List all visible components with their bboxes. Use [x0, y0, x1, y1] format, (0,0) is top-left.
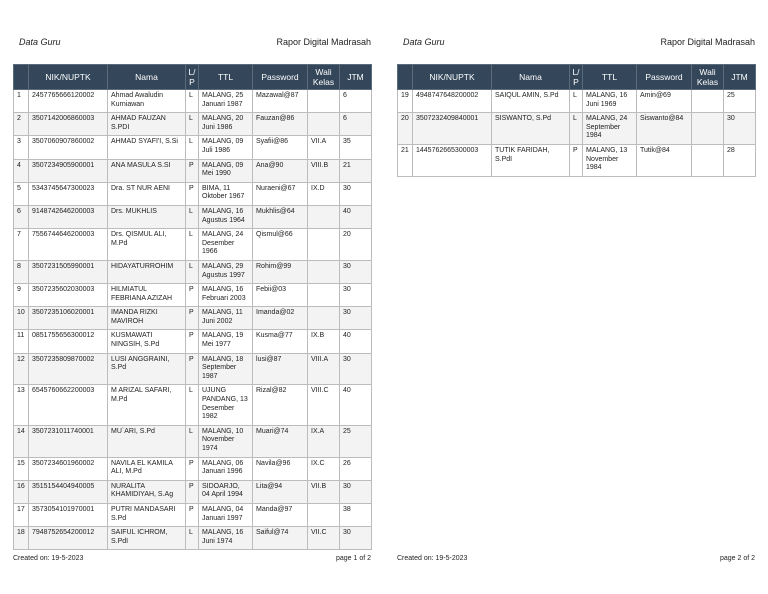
- col-jtm-cell: 28: [724, 144, 756, 176]
- col-password-cell: Imanda@02: [253, 307, 308, 330]
- col-password-cell: Siswanto@84: [637, 113, 692, 145]
- col-nik-cell: 0851755656300012: [29, 330, 108, 353]
- table-row: [14, 260, 372, 283]
- table-body: [398, 90, 756, 177]
- col-jtm-cell: 40: [340, 330, 372, 353]
- col-nama-cell: M ARIZAL SAFARI, M.Pd: [108, 385, 186, 425]
- col-no-cell: 15: [14, 457, 29, 480]
- col-lp-cell: P: [186, 284, 199, 307]
- col-no-cell: 13: [14, 385, 29, 425]
- col-password-cell: lusi@87: [253, 353, 308, 385]
- col-jtm-cell: 40: [340, 385, 372, 425]
- table-row: [14, 480, 372, 503]
- col-ttl-cell: MALANG, 29 Agustus 1997: [199, 260, 253, 283]
- col-nik-cell: 3507142006860003: [29, 113, 108, 136]
- header-cell-nik: NIK/NUPTK: [29, 65, 108, 90]
- col-wali-kelas-cell: IX.C: [308, 457, 340, 480]
- page-header-left: Data Guru: [403, 37, 445, 47]
- col-nik-cell: 3507235602030003: [29, 284, 108, 307]
- col-ttl-cell: SIDOARJO, 04 April 1994: [199, 480, 253, 503]
- col-nama-cell: PUTRI MANDASARI S.Pd: [108, 503, 186, 526]
- col-password-cell: Manda@97: [253, 503, 308, 526]
- col-no-cell: 1: [14, 90, 29, 113]
- col-nama-cell: NURALITA KHAMIDIYAH, S.Ag: [108, 480, 186, 503]
- header-cell-no: [398, 65, 413, 90]
- col-nik-cell: 7556744646200003: [29, 229, 108, 261]
- col-ttl-cell: MALANG, 04 Januari 1997: [199, 503, 253, 526]
- header-cell-lp: L/ P: [186, 65, 199, 90]
- table-row: [14, 136, 372, 159]
- col-ttl-cell: MALANG, 11 Juni 2002: [199, 307, 253, 330]
- col-wali-kelas-cell: VIII.A: [308, 353, 340, 385]
- col-nik-cell: 3515154404940005: [29, 480, 108, 503]
- col-lp-cell: L: [186, 527, 199, 550]
- table-header-row: [14, 65, 372, 90]
- col-password-cell: Syafii@86: [253, 136, 308, 159]
- col-lp-cell: L: [186, 136, 199, 159]
- col-jtm-cell: 26: [340, 457, 372, 480]
- table-row: [14, 90, 372, 113]
- col-ttl-cell: MALANG, 18 September 1987: [199, 353, 253, 385]
- col-no-cell: 6: [14, 205, 29, 228]
- col-jtm-cell: 30: [340, 284, 372, 307]
- table-header-row: [398, 65, 756, 90]
- col-password-cell: Febii@03: [253, 284, 308, 307]
- table-row: [14, 284, 372, 307]
- col-wali-kelas-cell: [692, 90, 724, 113]
- col-wali-kelas-cell: [308, 284, 340, 307]
- guru-table: [397, 64, 756, 177]
- col-ttl-cell: MALANG, 10 November 1974: [199, 425, 253, 457]
- col-nama-cell: KUSMAWATI NINGSIH, S.Pd: [108, 330, 186, 353]
- col-wali-kelas-cell: [692, 144, 724, 176]
- col-no-cell: 10: [14, 307, 29, 330]
- col-nik-cell: 3507235106020001: [29, 307, 108, 330]
- col-no-cell: 4: [14, 159, 29, 182]
- col-no-cell: 3: [14, 136, 29, 159]
- col-nik-cell: 3507235809870002: [29, 353, 108, 385]
- col-lp-cell: P: [570, 144, 583, 176]
- col-ttl-cell: BIMA, 11 Oktober 1967: [199, 182, 253, 205]
- col-ttl-cell: MALANG, 16 Juni 1969: [583, 90, 637, 113]
- page-number: page 1 of 2: [335, 555, 371, 562]
- col-jtm-cell: 30: [340, 260, 372, 283]
- col-wali-kelas-cell: [308, 205, 340, 228]
- col-ttl-cell: UJUNG PANDANG, 13 Desember 1982: [199, 385, 253, 425]
- col-no-cell: 14: [14, 425, 29, 457]
- col-nama-cell: IMANDA RIZKI MAVIROH: [108, 307, 186, 330]
- col-no-cell: 2: [14, 113, 29, 136]
- col-jtm-cell: 20: [340, 229, 372, 261]
- col-nik-cell: 5343745647300023: [29, 182, 108, 205]
- col-jtm-cell: 30: [340, 480, 372, 503]
- col-password-cell: Amin@69: [637, 90, 692, 113]
- col-wali-kelas-cell: IX.D: [308, 182, 340, 205]
- col-ttl-cell: MALANG, 24 September 1984: [583, 113, 637, 145]
- col-no-cell: 9: [14, 284, 29, 307]
- page-number: page 2 of 2: [719, 555, 755, 562]
- col-no-cell: 17: [14, 503, 29, 526]
- col-nik-cell: 9148742646200003: [29, 205, 108, 228]
- col-nama-cell: Drs. MUKHLIS: [108, 205, 186, 228]
- col-nama-cell: HIDAYATURROHIM: [108, 260, 186, 283]
- col-nik-cell: 3507234601960002: [29, 457, 108, 480]
- header-cell-wali-kelas: Wali Kelas: [692, 65, 724, 90]
- col-nik-cell: 3573054101970001: [29, 503, 108, 526]
- col-password-cell: Mukhlis@64: [253, 205, 308, 228]
- table-row: [14, 425, 372, 457]
- col-ttl-cell: MALANG, 16 Agustus 1964: [199, 205, 253, 228]
- table-row: [14, 353, 372, 385]
- col-no-cell: 21: [398, 144, 413, 176]
- col-nama-cell: SAIQUL AMIN, S.Pd: [492, 90, 570, 113]
- header-cell-ttl: TTL: [583, 65, 637, 90]
- table-row: [14, 503, 372, 526]
- table-row: [14, 113, 372, 136]
- col-ttl-cell: MALANG, 09 Mei 1990: [199, 159, 253, 182]
- col-password-cell: Tutik@84: [637, 144, 692, 176]
- table-row: [14, 307, 372, 330]
- col-nama-cell: Dra. ST NUR AENI: [108, 182, 186, 205]
- col-wali-kelas-cell: VIII.B: [308, 159, 340, 182]
- col-nama-cell: TUTIK FARIDAH, S.PdI: [492, 144, 570, 176]
- col-jtm-cell: 30: [724, 113, 756, 145]
- col-nik-cell: 2457765666120002: [29, 90, 108, 113]
- col-no-cell: 7: [14, 229, 29, 261]
- col-nama-cell: Ahmad Awaludin Kurniawan: [108, 90, 186, 113]
- col-password-cell: Ana@90: [253, 159, 308, 182]
- col-lp-cell: L: [186, 113, 199, 136]
- header-cell-password: Password: [637, 65, 692, 90]
- col-no-cell: 11: [14, 330, 29, 353]
- col-lp-cell: P: [186, 159, 199, 182]
- col-ttl-cell: MALANG, 24 Desember 1966: [199, 229, 253, 261]
- col-wali-kelas-cell: VII.C: [308, 527, 340, 550]
- header-cell-nik: NIK/NUPTK: [413, 65, 492, 90]
- col-no-cell: 20: [398, 113, 413, 145]
- col-ttl-cell: MALANG, 16 Februari 2003: [199, 284, 253, 307]
- col-nama-cell: SAIFUL ICHROM, S.PdI: [108, 527, 186, 550]
- col-nik-cell: 3507231505990001: [29, 260, 108, 283]
- col-lp-cell: L: [570, 90, 583, 113]
- col-lp-cell: L: [186, 205, 199, 228]
- table-row: [14, 229, 372, 261]
- col-jtm-cell: 38: [340, 503, 372, 526]
- col-lp-cell: P: [186, 503, 199, 526]
- header-cell-wali-kelas: Wali Kelas: [308, 65, 340, 90]
- col-wali-kelas-cell: IX.B: [308, 330, 340, 353]
- col-lp-cell: P: [186, 353, 199, 385]
- col-lp-cell: P: [186, 480, 199, 503]
- col-jtm-cell: 35: [340, 136, 372, 159]
- col-password-cell: Nuraeni@67: [253, 182, 308, 205]
- col-password-cell: Fauzan@86: [253, 113, 308, 136]
- col-lp-cell: L: [186, 425, 199, 457]
- col-password-cell: Muari@74: [253, 425, 308, 457]
- table-row: [398, 144, 756, 176]
- col-password-cell: Mazawal@87: [253, 90, 308, 113]
- col-jtm-cell: 21: [340, 159, 372, 182]
- col-nik-cell: 3507231011740001: [29, 425, 108, 457]
- col-nama-cell: Drs. QISMUL ALI, M.Pd: [108, 229, 186, 261]
- table-row: [14, 527, 372, 550]
- created-on-label: Created on: 19-5-2023: [397, 555, 468, 562]
- created-on-label: Created on: 19-5-2023: [13, 555, 84, 562]
- col-lp-cell: L: [186, 385, 199, 425]
- col-nama-cell: LUSI ANGGRAINI, S.Pd: [108, 353, 186, 385]
- col-wali-kelas-cell: [308, 113, 340, 136]
- col-ttl-cell: MALANG, 16 Juni 1974: [199, 527, 253, 550]
- col-wali-kelas-cell: [692, 113, 724, 145]
- col-jtm-cell: 6: [340, 113, 372, 136]
- table-row: [14, 457, 372, 480]
- col-lp-cell: L: [570, 113, 583, 145]
- col-nik-cell: 7948752654200012: [29, 527, 108, 550]
- col-nik-cell: 3507060907860002: [29, 136, 108, 159]
- col-lp-cell: P: [186, 182, 199, 205]
- col-lp-cell: P: [186, 330, 199, 353]
- col-wali-kelas-cell: IX.A: [308, 425, 340, 457]
- col-jtm-cell: 40: [340, 205, 372, 228]
- col-wali-kelas-cell: [308, 260, 340, 283]
- col-password-cell: Rizal@82: [253, 385, 308, 425]
- col-lp-cell: P: [186, 307, 199, 330]
- page-header-right: Rapor Digital Madrasah: [276, 37, 371, 47]
- col-password-cell: Kusma@77: [253, 330, 308, 353]
- col-no-cell: 12: [14, 353, 29, 385]
- col-nama-cell: HILMIATUL FEBRIANA AZIZAH: [108, 284, 186, 307]
- col-jtm-cell: 30: [340, 353, 372, 385]
- col-nama-cell: NAVILA EL KAMILA ALI, M.Pd: [108, 457, 186, 480]
- table-row: [14, 159, 372, 182]
- header-cell-ttl: TTL: [199, 65, 253, 90]
- col-nik-cell: 3507234905900001: [29, 159, 108, 182]
- table-row: [398, 113, 756, 145]
- col-jtm-cell: 25: [724, 90, 756, 113]
- col-no-cell: 19: [398, 90, 413, 113]
- col-wali-kelas-cell: [308, 307, 340, 330]
- col-wali-kelas-cell: VII.B: [308, 480, 340, 503]
- table-body: [14, 90, 372, 550]
- page-header-left: Data Guru: [19, 37, 61, 47]
- col-lp-cell: L: [186, 90, 199, 113]
- col-ttl-cell: MALANG, 25 Januari 1987: [199, 90, 253, 113]
- col-nama-cell: SISWANTO, S.Pd: [492, 113, 570, 145]
- col-ttl-cell: MALANG, 20 Juni 1986: [199, 113, 253, 136]
- header-cell-jtm: JTM: [340, 65, 372, 90]
- col-wali-kelas-cell: [308, 90, 340, 113]
- col-nik-cell: 6545760662200003: [29, 385, 108, 425]
- col-no-cell: 8: [14, 260, 29, 283]
- header-cell-no: [14, 65, 29, 90]
- col-wali-kelas-cell: VII.A: [308, 136, 340, 159]
- col-nama-cell: AHMAD FAUZAN S.PDI: [108, 113, 186, 136]
- col-wali-kelas-cell: VIII.C: [308, 385, 340, 425]
- table-row: [14, 385, 372, 425]
- col-ttl-cell: MALANG, 19 Mei 1977: [199, 330, 253, 353]
- col-nik-cell: 3507232409840001: [413, 113, 492, 145]
- col-jtm-cell: 30: [340, 307, 372, 330]
- col-ttl-cell: MALANG, 13 November 1984: [583, 144, 637, 176]
- header-cell-jtm: JTM: [724, 65, 756, 90]
- header-cell-nama: Nama: [108, 65, 186, 90]
- col-lp-cell: L: [186, 260, 199, 283]
- col-ttl-cell: MALANG, 09 Juli 1986: [199, 136, 253, 159]
- col-password-cell: Rohim@99: [253, 260, 308, 283]
- col-nama-cell: AHMAD SYAFI'I, S.Si: [108, 136, 186, 159]
- table-row: [14, 182, 372, 205]
- table-row: [14, 330, 372, 353]
- col-password-cell: Lita@94: [253, 480, 308, 503]
- page-2: [384, 0, 768, 594]
- col-jtm-cell: 30: [340, 182, 372, 205]
- col-no-cell: 5: [14, 182, 29, 205]
- table-row: [14, 205, 372, 228]
- col-lp-cell: L: [186, 229, 199, 261]
- col-lp-cell: P: [186, 457, 199, 480]
- col-password-cell: Saiful@74: [253, 527, 308, 550]
- col-nik-cell: 4948747648200002: [413, 90, 492, 113]
- guru-table: [13, 64, 372, 550]
- col-wali-kelas-cell: [308, 503, 340, 526]
- col-no-cell: 16: [14, 480, 29, 503]
- header-cell-nama: Nama: [492, 65, 570, 90]
- col-jtm-cell: 25: [340, 425, 372, 457]
- col-jtm-cell: 30: [340, 527, 372, 550]
- col-password-cell: Navila@96: [253, 457, 308, 480]
- col-nama-cell: MU`ARI, S.Pd: [108, 425, 186, 457]
- col-jtm-cell: 6: [340, 90, 372, 113]
- page-header-right: Rapor Digital Madrasah: [660, 37, 755, 47]
- col-nik-cell: 1445762665300003: [413, 144, 492, 176]
- col-nama-cell: ANA MASULA S.SI: [108, 159, 186, 182]
- col-wali-kelas-cell: [308, 229, 340, 261]
- header-cell-password: Password: [253, 65, 308, 90]
- col-password-cell: Qismul@66: [253, 229, 308, 261]
- col-no-cell: 18: [14, 527, 29, 550]
- table-row: [398, 90, 756, 113]
- col-ttl-cell: MALANG, 06 Januari 1996: [199, 457, 253, 480]
- header-cell-lp: L/ P: [570, 65, 583, 90]
